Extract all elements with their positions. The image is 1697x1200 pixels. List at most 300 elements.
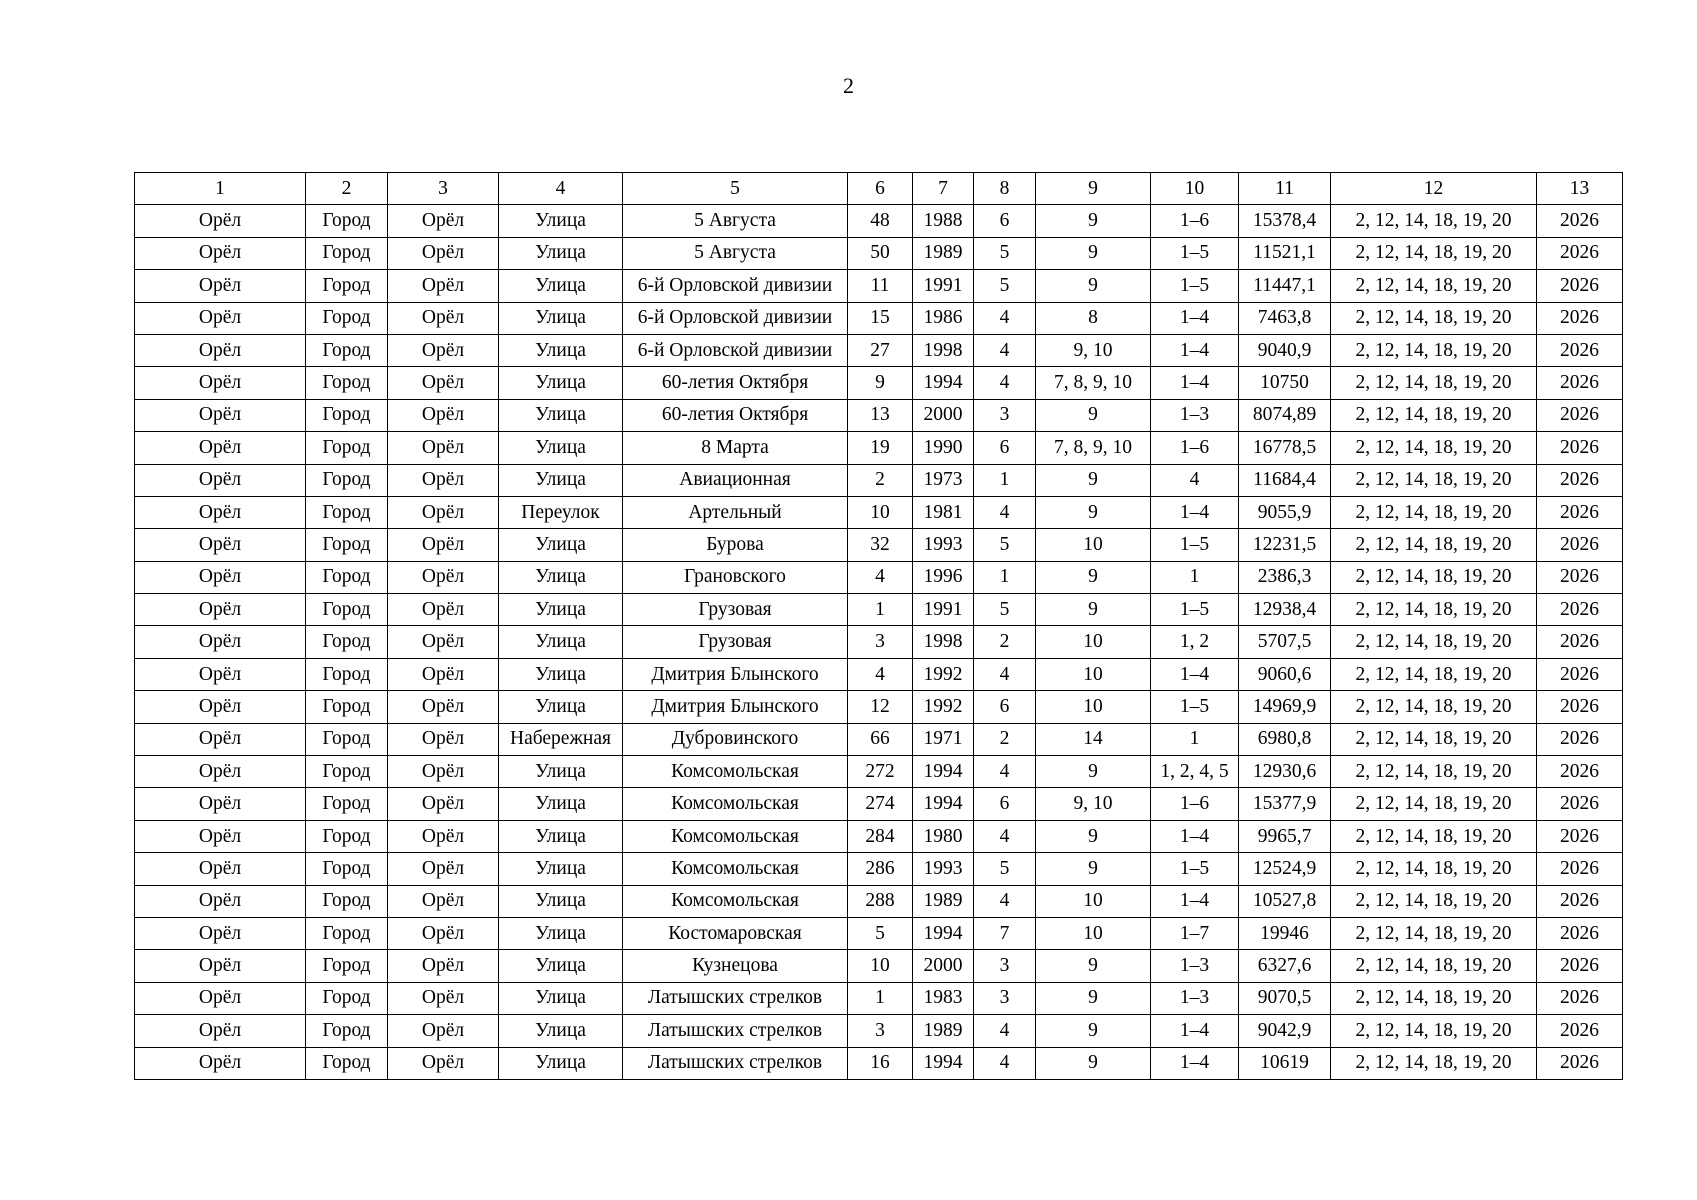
table-cell: 4 <box>974 756 1036 788</box>
table-cell: Орёл <box>388 399 499 431</box>
table-cell: 1 <box>1151 723 1239 755</box>
table-cell: Орёл <box>388 270 499 302</box>
table-cell: 9 <box>1036 950 1151 982</box>
table-cell: 2026 <box>1537 626 1623 658</box>
table-cell: 9 <box>1036 237 1151 269</box>
table-cell: 1992 <box>913 691 974 723</box>
table-cell: 1981 <box>913 496 974 528</box>
table-cell: 2026 <box>1537 1015 1623 1047</box>
table-cell: 5 <box>974 270 1036 302</box>
table-cell: 2, 12, 14, 18, 19, 20 <box>1331 334 1537 366</box>
column-number-cell: 1 <box>135 173 306 205</box>
table-cell: 2, 12, 14, 18, 19, 20 <box>1331 302 1537 334</box>
table-cell: Город <box>306 367 388 399</box>
table-cell: Орёл <box>388 853 499 885</box>
table-cell: 7, 8, 9, 10 <box>1036 432 1151 464</box>
table-cell: 4 <box>974 658 1036 690</box>
table-cell: Город <box>306 788 388 820</box>
table-cell: Кузнецова <box>623 950 848 982</box>
table-cell: 1 <box>974 561 1036 593</box>
table-cell: 9042,9 <box>1239 1015 1331 1047</box>
table-cell: 9 <box>1036 1047 1151 1079</box>
table-row <box>135 1047 1623 1079</box>
table-cell: 1–4 <box>1151 334 1239 366</box>
table-cell: Город <box>306 950 388 982</box>
table-cell: Улица <box>499 464 623 496</box>
table-cell: Улица <box>499 658 623 690</box>
table-cell: 16778,5 <box>1239 432 1331 464</box>
table-cell: 2, 12, 14, 18, 19, 20 <box>1331 464 1537 496</box>
table-cell: 1 <box>848 982 913 1014</box>
table-cell: 5 Августа <box>623 205 848 237</box>
table-cell: Орёл <box>388 334 499 366</box>
table-cell: Улица <box>499 367 623 399</box>
table-cell: 3 <box>848 626 913 658</box>
table-cell: 9055,9 <box>1239 496 1331 528</box>
table-cell: Город <box>306 691 388 723</box>
table-row <box>135 853 1623 885</box>
table-cell: 10 <box>1036 885 1151 917</box>
table-cell: 1–5 <box>1151 691 1239 723</box>
table-cell: 10 <box>1036 917 1151 949</box>
table-row <box>135 885 1623 917</box>
table-cell: 1 <box>1151 561 1239 593</box>
table-cell: Улица <box>499 1015 623 1047</box>
table-cell: 10619 <box>1239 1047 1331 1079</box>
table-cell: 27 <box>848 334 913 366</box>
table-cell: Орёл <box>388 464 499 496</box>
table-cell: Орёл <box>135 302 306 334</box>
table-cell: Улица <box>499 529 623 561</box>
table-cell: 9 <box>1036 270 1151 302</box>
table-cell: 4 <box>974 820 1036 852</box>
table-cell: 15 <box>848 302 913 334</box>
table-cell: 1–3 <box>1151 982 1239 1014</box>
table-cell: Город <box>306 658 388 690</box>
table-cell: 1, 2, 4, 5 <box>1151 756 1239 788</box>
table-cell: Орёл <box>388 788 499 820</box>
table-cell: 10 <box>1036 626 1151 658</box>
table-cell: Артельный <box>623 496 848 528</box>
table-cell: 1994 <box>913 917 974 949</box>
table-cell: 2026 <box>1537 691 1623 723</box>
table-cell: 9 <box>1036 982 1151 1014</box>
table-cell: 2, 12, 14, 18, 19, 20 <box>1331 432 1537 464</box>
table-cell: Орёл <box>135 367 306 399</box>
table-cell: 6980,8 <box>1239 723 1331 755</box>
table-cell: Орёл <box>388 529 499 561</box>
table-cell: 6-й Орловской дивизии <box>623 270 848 302</box>
table-cell: 8 Марта <box>623 432 848 464</box>
table-cell: 8 <box>1036 302 1151 334</box>
table-cell: 1–4 <box>1151 302 1239 334</box>
table-cell: Город <box>306 1015 388 1047</box>
table-cell: Город <box>306 917 388 949</box>
table-cell: Орёл <box>135 820 306 852</box>
table-cell: Город <box>306 205 388 237</box>
table-cell: Грузовая <box>623 626 848 658</box>
table-cell: 1994 <box>913 367 974 399</box>
table-row <box>135 205 1623 237</box>
table-cell: Орёл <box>388 496 499 528</box>
table-cell: Комсомольская <box>623 885 848 917</box>
table-cell: 4 <box>974 334 1036 366</box>
table-cell: Костомаровская <box>623 917 848 949</box>
table-cell: Улица <box>499 788 623 820</box>
table-cell: 2026 <box>1537 756 1623 788</box>
table-cell: 4 <box>974 302 1036 334</box>
table-cell: 6 <box>974 205 1036 237</box>
table-cell: 4 <box>974 367 1036 399</box>
table-cell: Орёл <box>135 885 306 917</box>
table-cell: 4 <box>974 885 1036 917</box>
table-cell: 2026 <box>1537 334 1623 366</box>
table-cell: 1–5 <box>1151 237 1239 269</box>
table-cell: 4 <box>1151 464 1239 496</box>
table-cell: Орёл <box>388 723 499 755</box>
column-number-cell: 3 <box>388 173 499 205</box>
table-cell: Орёл <box>388 756 499 788</box>
table-cell: Город <box>306 464 388 496</box>
table-cell: 1992 <box>913 658 974 690</box>
table-cell: 6-й Орловской дивизии <box>623 302 848 334</box>
table-cell: 3 <box>974 399 1036 431</box>
table-cell: 60-летия Октября <box>623 367 848 399</box>
table-cell: Улица <box>499 917 623 949</box>
table-cell: 9 <box>1036 594 1151 626</box>
table-cell: 12 <box>848 691 913 723</box>
column-number-cell: 13 <box>1537 173 1623 205</box>
table-cell: 12930,6 <box>1239 756 1331 788</box>
table-cell: Орёл <box>135 464 306 496</box>
table-cell: 1 <box>848 594 913 626</box>
column-number-cell: 8 <box>974 173 1036 205</box>
table-row <box>135 237 1623 269</box>
table-cell: 2, 12, 14, 18, 19, 20 <box>1331 496 1537 528</box>
table-cell: Орёл <box>388 820 499 852</box>
table-cell: Орёл <box>388 658 499 690</box>
column-number-cell: 5 <box>623 173 848 205</box>
table-cell: 3 <box>848 1015 913 1047</box>
table-cell: Орёл <box>135 853 306 885</box>
table-cell: 5707,5 <box>1239 626 1331 658</box>
table-cell: 2, 12, 14, 18, 19, 20 <box>1331 723 1537 755</box>
table-cell: 1994 <box>913 788 974 820</box>
table-cell: 15377,9 <box>1239 788 1331 820</box>
table-cell: Улица <box>499 691 623 723</box>
table-cell: 1–5 <box>1151 529 1239 561</box>
table-cell: 2, 12, 14, 18, 19, 20 <box>1331 982 1537 1014</box>
table-cell: 2000 <box>913 399 974 431</box>
table-cell: 9 <box>1036 464 1151 496</box>
table-cell: 1994 <box>913 1047 974 1079</box>
table-cell: 2026 <box>1537 885 1623 917</box>
table-cell: Улица <box>499 334 623 366</box>
table-cell: 16 <box>848 1047 913 1079</box>
column-number-cell: 9 <box>1036 173 1151 205</box>
table-cell: 1–4 <box>1151 820 1239 852</box>
column-number-cell: 7 <box>913 173 974 205</box>
table-cell: 9040,9 <box>1239 334 1331 366</box>
table-cell: 1989 <box>913 1015 974 1047</box>
table-cell: 2, 12, 14, 18, 19, 20 <box>1331 529 1537 561</box>
table-cell: Орёл <box>135 723 306 755</box>
table-cell: 2 <box>974 626 1036 658</box>
table-cell: Орёл <box>135 334 306 366</box>
table-cell: 2026 <box>1537 529 1623 561</box>
column-number-cell: 6 <box>848 173 913 205</box>
table-cell: Улица <box>499 399 623 431</box>
table-cell: 2, 12, 14, 18, 19, 20 <box>1331 885 1537 917</box>
table-cell: 9 <box>1036 1015 1151 1047</box>
table-cell: 2026 <box>1537 723 1623 755</box>
table-cell: 2, 12, 14, 18, 19, 20 <box>1331 367 1537 399</box>
page-number: 2 <box>843 73 854 98</box>
table-cell: 2, 12, 14, 18, 19, 20 <box>1331 950 1537 982</box>
table-cell: 9070,5 <box>1239 982 1331 1014</box>
table-cell: Латышских стрелков <box>623 982 848 1014</box>
table-cell: Улица <box>499 302 623 334</box>
table-cell: Улица <box>499 885 623 917</box>
table-cell: 1 <box>974 464 1036 496</box>
table-cell: 9 <box>1036 399 1151 431</box>
table-row <box>135 496 1623 528</box>
table-cell: Орёл <box>135 594 306 626</box>
table-cell: 9 <box>1036 820 1151 852</box>
table-cell: 32 <box>848 529 913 561</box>
table-cell: 2026 <box>1537 432 1623 464</box>
table-cell: Город <box>306 432 388 464</box>
table-cell: 5 <box>848 917 913 949</box>
table-cell: 5 <box>974 853 1036 885</box>
table-cell: 2, 12, 14, 18, 19, 20 <box>1331 561 1537 593</box>
table-cell: 2, 12, 14, 18, 19, 20 <box>1331 691 1537 723</box>
table-row <box>135 270 1623 302</box>
table-cell: Город <box>306 334 388 366</box>
column-number-cell: 4 <box>499 173 623 205</box>
table-cell: 2, 12, 14, 18, 19, 20 <box>1331 1015 1537 1047</box>
table-cell: 9965,7 <box>1239 820 1331 852</box>
table-cell: 11 <box>848 270 913 302</box>
table-cell: 2, 12, 14, 18, 19, 20 <box>1331 626 1537 658</box>
table-cell: 9, 10 <box>1036 334 1151 366</box>
table-cell: 2026 <box>1537 367 1623 399</box>
table-cell: 286 <box>848 853 913 885</box>
table-cell: 2026 <box>1537 982 1623 1014</box>
table-cell: 10 <box>848 496 913 528</box>
table-cell: 1–7 <box>1151 917 1239 949</box>
table-cell: 2026 <box>1537 820 1623 852</box>
table-cell: Улица <box>499 1047 623 1079</box>
table-cell: 1998 <box>913 334 974 366</box>
table-cell: 19946 <box>1239 917 1331 949</box>
table-cell: Грановского <box>623 561 848 593</box>
table-cell: Дмитрия Блынского <box>623 691 848 723</box>
table-cell: Город <box>306 496 388 528</box>
table-cell: 2, 12, 14, 18, 19, 20 <box>1331 237 1537 269</box>
table-cell: 9 <box>1036 496 1151 528</box>
table-cell: 9060,6 <box>1239 658 1331 690</box>
table-cell: 1980 <box>913 820 974 852</box>
table-cell: 1–4 <box>1151 367 1239 399</box>
table-cell: Город <box>306 237 388 269</box>
table-cell: Комсомольская <box>623 756 848 788</box>
table-cell: Орёл <box>388 950 499 982</box>
table-row <box>135 691 1623 723</box>
table-cell: 6 <box>974 788 1036 820</box>
table-cell: Бурова <box>623 529 848 561</box>
table-cell: 2026 <box>1537 658 1623 690</box>
table-cell: 1–6 <box>1151 432 1239 464</box>
table-cell: 48 <box>848 205 913 237</box>
table-cell: Орёл <box>135 626 306 658</box>
column-number-cell: 11 <box>1239 173 1331 205</box>
table-cell: 2, 12, 14, 18, 19, 20 <box>1331 788 1537 820</box>
table-cell: 1–4 <box>1151 1047 1239 1079</box>
table-cell: 11521,1 <box>1239 237 1331 269</box>
table-cell: 9 <box>1036 205 1151 237</box>
table-cell: Улица <box>499 270 623 302</box>
table-cell: Улица <box>499 853 623 885</box>
table-row <box>135 399 1623 431</box>
table-cell: 6-й Орловской дивизии <box>623 334 848 366</box>
table-cell: 2026 <box>1537 950 1623 982</box>
table-cell: Город <box>306 723 388 755</box>
table-cell: 2026 <box>1537 788 1623 820</box>
table-row <box>135 432 1623 464</box>
table-cell: Город <box>306 594 388 626</box>
table-cell: Орёл <box>135 270 306 302</box>
table-cell: 2, 12, 14, 18, 19, 20 <box>1331 594 1537 626</box>
table-cell: 1986 <box>913 302 974 334</box>
table-cell: 2, 12, 14, 18, 19, 20 <box>1331 270 1537 302</box>
table-cell: 9 <box>848 367 913 399</box>
table-cell: Город <box>306 270 388 302</box>
table-row <box>135 1015 1623 1047</box>
table-cell: 9 <box>1036 561 1151 593</box>
table-cell: 12938,4 <box>1239 594 1331 626</box>
table-cell: 4 <box>974 496 1036 528</box>
table-cell: Город <box>306 1047 388 1079</box>
table-cell: Орёл <box>388 561 499 593</box>
table-cell: 4 <box>848 658 913 690</box>
table-row <box>135 788 1623 820</box>
table-cell: 10527,8 <box>1239 885 1331 917</box>
table-cell: Город <box>306 853 388 885</box>
table-cell: Улица <box>499 205 623 237</box>
table-cell: Орёл <box>135 917 306 949</box>
table-cell: 4 <box>974 1047 1036 1079</box>
table-cell: Город <box>306 626 388 658</box>
table-cell: Орёл <box>135 1015 306 1047</box>
table-cell: Орёл <box>388 626 499 658</box>
table-row <box>135 917 1623 949</box>
table-cell: Переулок <box>499 496 623 528</box>
table-cell: 19 <box>848 432 913 464</box>
table-cell: 2, 12, 14, 18, 19, 20 <box>1331 399 1537 431</box>
table-row <box>135 302 1623 334</box>
table-cell: 9, 10 <box>1036 788 1151 820</box>
table-cell: 10 <box>1036 529 1151 561</box>
table-cell: Авиационная <box>623 464 848 496</box>
table-row <box>135 723 1623 755</box>
table-cell: Орёл <box>388 594 499 626</box>
table-cell: 2026 <box>1537 464 1623 496</box>
table-cell: 2026 <box>1537 853 1623 885</box>
table-cell: Город <box>306 820 388 852</box>
table-cell: 1996 <box>913 561 974 593</box>
table-cell: Орёл <box>388 302 499 334</box>
table-cell: 2, 12, 14, 18, 19, 20 <box>1331 658 1537 690</box>
table-cell: Орёл <box>388 367 499 399</box>
table-row <box>135 367 1623 399</box>
table-cell: 10 <box>848 950 913 982</box>
table-cell: 2, 12, 14, 18, 19, 20 <box>1331 820 1537 852</box>
table-cell: Орёл <box>135 756 306 788</box>
table-cell: 1–3 <box>1151 399 1239 431</box>
table-cell: 8074,89 <box>1239 399 1331 431</box>
table-cell: 1993 <box>913 529 974 561</box>
table-cell: Грузовая <box>623 594 848 626</box>
table-row <box>135 756 1623 788</box>
table-cell: 2000 <box>913 950 974 982</box>
table-cell: Латышских стрелков <box>623 1047 848 1079</box>
table-cell: 1–5 <box>1151 594 1239 626</box>
table-cell: 1991 <box>913 270 974 302</box>
table-cell: Латышских стрелков <box>623 1015 848 1047</box>
table-cell: Комсомольская <box>623 853 848 885</box>
table-cell: 14969,9 <box>1239 691 1331 723</box>
table-cell: Орёл <box>135 496 306 528</box>
table-cell: Орёл <box>388 982 499 1014</box>
table-cell: Улица <box>499 626 623 658</box>
table-cell: 2 <box>974 723 1036 755</box>
table-cell: Орёл <box>388 885 499 917</box>
table-row <box>135 820 1623 852</box>
table-row <box>135 658 1623 690</box>
table-cell: 2 <box>848 464 913 496</box>
table-row <box>135 626 1623 658</box>
table-cell: Дмитрия Блынского <box>623 658 848 690</box>
table-cell: 1–4 <box>1151 885 1239 917</box>
table-cell: 1988 <box>913 205 974 237</box>
table-cell: 2, 12, 14, 18, 19, 20 <box>1331 917 1537 949</box>
table-row <box>135 529 1623 561</box>
table-cell: 2, 12, 14, 18, 19, 20 <box>1331 853 1537 885</box>
table-cell: Орёл <box>135 1047 306 1079</box>
table-cell: Город <box>306 302 388 334</box>
table-cell: Орёл <box>135 982 306 1014</box>
table-cell: 1993 <box>913 853 974 885</box>
table-cell: 5 <box>974 529 1036 561</box>
table-cell: 12524,9 <box>1239 853 1331 885</box>
table-cell: 10 <box>1036 658 1151 690</box>
table-cell: 1994 <box>913 756 974 788</box>
table-cell: 288 <box>848 885 913 917</box>
table-cell: Орёл <box>135 950 306 982</box>
table-cell: 11447,1 <box>1239 270 1331 302</box>
table-cell: Улица <box>499 432 623 464</box>
table-cell: 2, 12, 14, 18, 19, 20 <box>1331 1047 1537 1079</box>
table-cell: Орёл <box>388 1047 499 1079</box>
table-cell: 1991 <box>913 594 974 626</box>
table-cell: 1–6 <box>1151 788 1239 820</box>
table-cell: 1–4 <box>1151 658 1239 690</box>
table-cell: 6 <box>974 691 1036 723</box>
table-cell: 2026 <box>1537 1047 1623 1079</box>
table-cell: 2026 <box>1537 399 1623 431</box>
table-row <box>135 950 1623 982</box>
